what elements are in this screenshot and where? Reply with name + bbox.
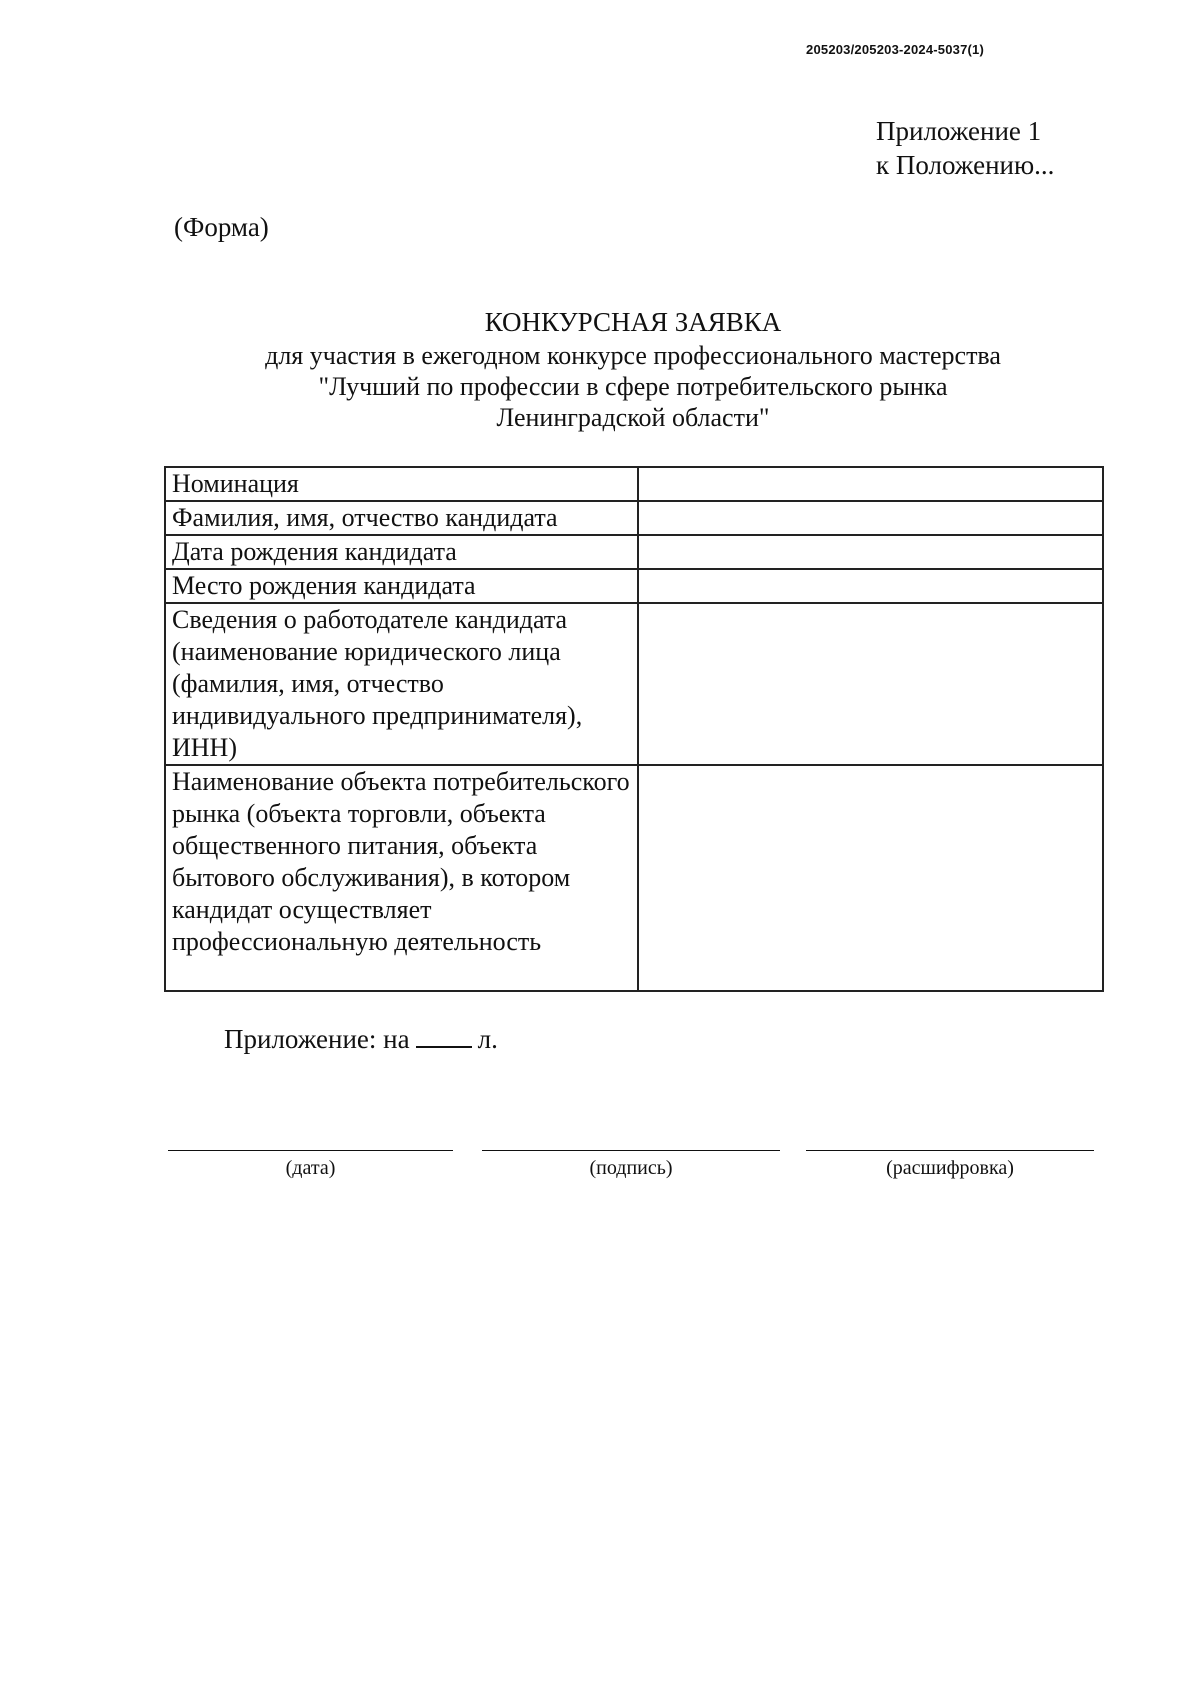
title-line-2: для участия в ежегодном конкурсе профессионального мастерства: [265, 341, 1001, 370]
row-value-field[interactable]: [638, 535, 1104, 569]
attachment-pages-field[interactable]: [416, 1024, 472, 1048]
title-block: [0, 304, 1200, 433]
title-line-3: "Лучший по профессии в сфере потребительского рынка: [318, 372, 948, 401]
row-value-field[interactable]: [638, 501, 1104, 535]
row-value-field[interactable]: [638, 569, 1104, 603]
table-row-employer: [165, 603, 1103, 765]
appendix-line-1: Приложение 1: [876, 116, 1042, 146]
row-label: Номинация: [165, 467, 638, 501]
row-label: Сведения о работодателе кандидата (наименование юридического лица (фамилия, имя, отчество индивидуального предпринимателя), ИНН): [165, 603, 638, 765]
title-line-4: Ленинградской области": [496, 403, 770, 432]
row-label: Место рождения кандидата: [165, 569, 638, 603]
table-row-birth-place: [165, 569, 1103, 603]
table-row-full-name: [165, 501, 1103, 535]
signature-line[interactable]: [482, 1150, 780, 1151]
row-value-field[interactable]: [638, 603, 1104, 765]
date-caption: (дата): [285, 1157, 336, 1179]
row-value-field[interactable]: [638, 765, 1104, 991]
signature-caption: (подпись): [589, 1157, 673, 1179]
document-id: 205203/205203-2024-5037(1): [806, 42, 984, 57]
row-label: Дата рождения кандидата: [165, 535, 638, 569]
appendix-line-2: к Положению...: [876, 150, 1055, 180]
table-row-nomination: [165, 467, 1103, 501]
transcript-line[interactable]: [806, 1150, 1094, 1151]
attachment-prefix: Приложение: на: [224, 1024, 410, 1054]
row-label: Фамилия, имя, отчество кандидата: [165, 501, 638, 535]
table-row-birth-date: [165, 535, 1103, 569]
page-title: КОНКУРСНАЯ ЗАЯВКА: [484, 307, 782, 337]
date-line[interactable]: [168, 1150, 453, 1151]
row-value-field[interactable]: [638, 467, 1104, 501]
attachment-suffix: л.: [477, 1024, 498, 1054]
application-table: [164, 466, 1104, 992]
row-label: Наименование объекта потребительского рынка (объекта торговли, объекта общественного питания, объекта бытового обслуживания), в котором кандидат осуществляет профессиональную деятельность: [165, 765, 638, 991]
table-row-business-object: [165, 765, 1103, 991]
transcript-caption: (расшифровка): [886, 1157, 1014, 1179]
attachment-line: [224, 1024, 498, 1055]
form-label: (Форма): [174, 212, 269, 242]
appendix-reference: [876, 114, 1054, 182]
